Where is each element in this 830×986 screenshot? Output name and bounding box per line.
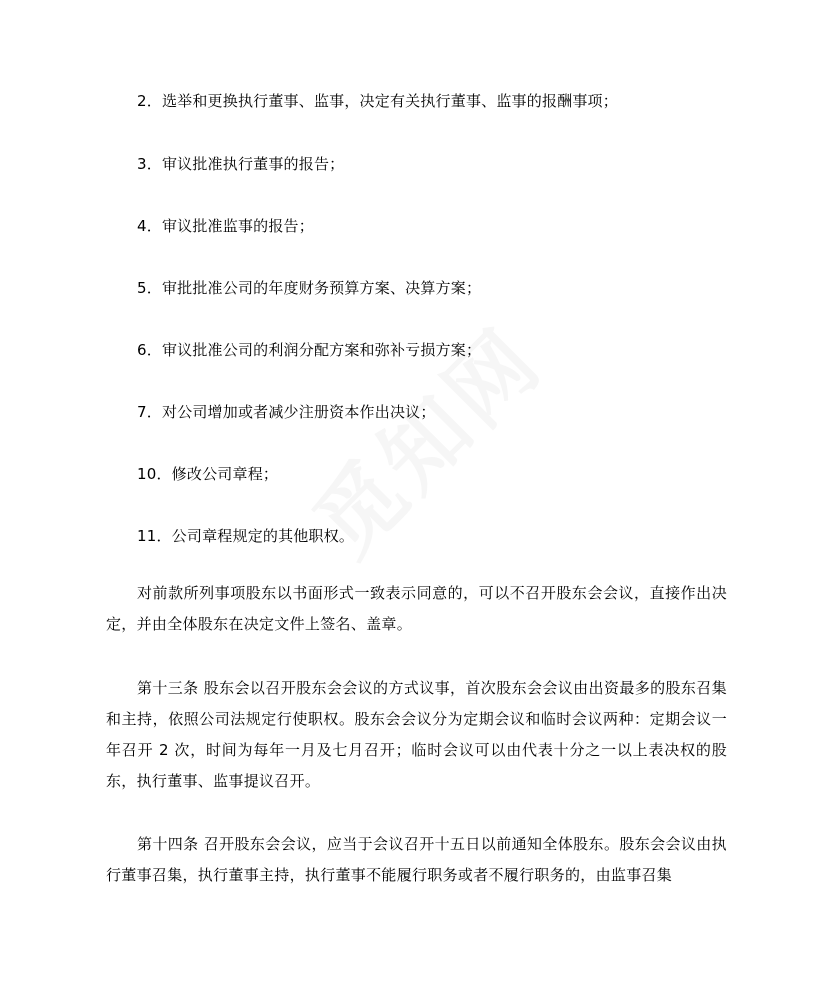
list-item-6: 6．审议批准公司的利润分配方案和弥补亏损方案； [137,341,482,359]
paragraph-article-13: 第十三条 股东会以召开股东会会议的方式议事，首次股东会会议由出资最多的股东召集和主持，依照公司法规定行使职权。股东会会议分为定期会议和临时会议两种：定期会议一年召开 2 次，时间为每年一月及七月召开；临时会议可以由代表十分之一以上表决权的股东，执行董事、监事提议召开。 [106,679,727,790]
paragraph-unanimous-consent: 对前款所列事项股东以书面形式一致表示同意的，可以不召开股东会会议，直接作出决定，并由全体股东在决定文件上签名、盖章。 [106,584,727,633]
list-item-5: 5．审批批准公司的年度财务预算方案、决算方案； [137,279,482,297]
list-item-2: 2．选举和更换执行董事、监事，决定有关执行董事、监事的报酬事项； [137,92,618,110]
paragraph-article-14: 第十四条 召开股东会会议，应当于会议召开十五日以前通知全体股东。股东会会议由执行董事召集，执行董事主持，执行董事不能履行职务或者不履行职务的，由监事召集 [106,835,727,884]
list-item-4: 4．审议批准监事的报告； [137,217,314,235]
list-item-11: 11．公司章程规定的其他职权。 [137,527,355,545]
list-item-3: 3．审议批准执行董事的报告； [137,155,345,173]
list-item-7: 7．对公司增加或者减少注册资本作出决议； [137,403,436,421]
list-item-10: 10．修改公司章程； [137,465,279,483]
